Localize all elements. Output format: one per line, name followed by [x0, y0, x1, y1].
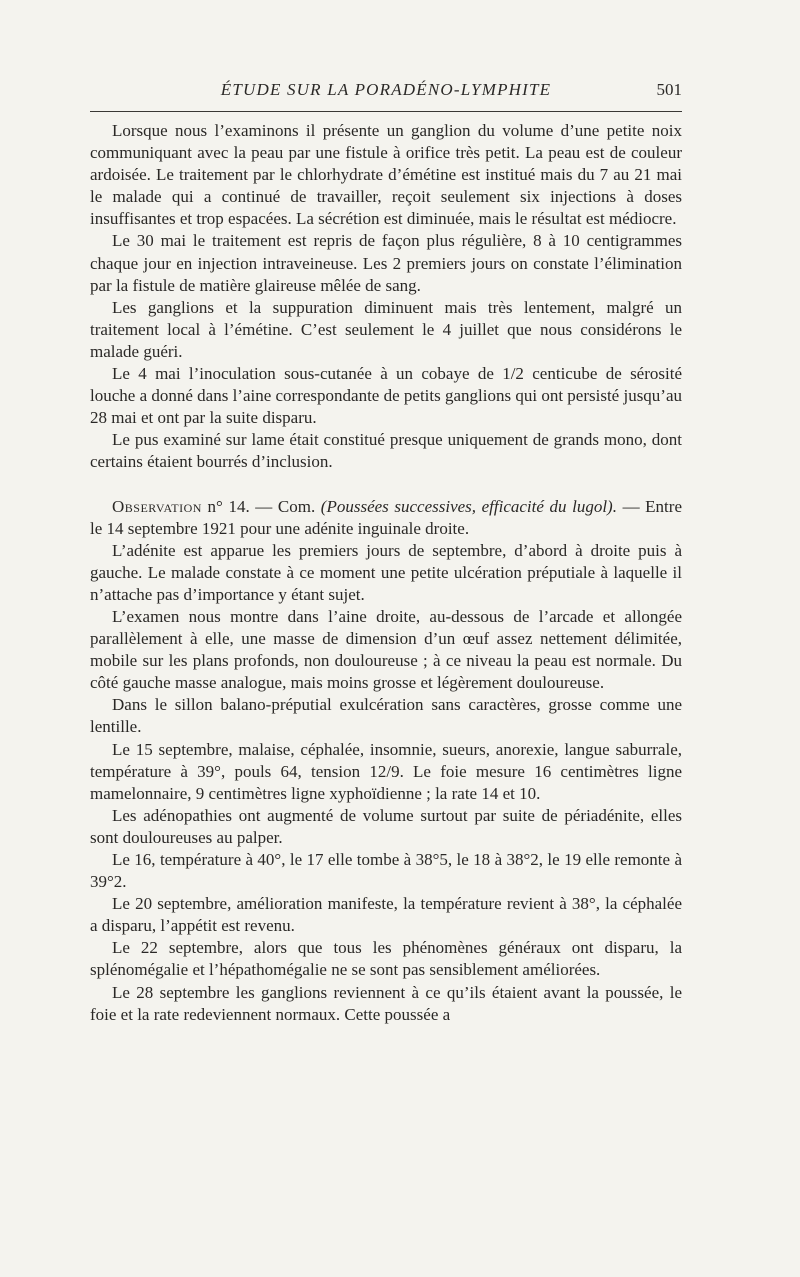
observation-label: Observation [112, 496, 202, 516]
paragraph: L’examen nous montre dans l’aine droite, au-dessous de l’arcade et allongée parallèlement à elle, une masse de dimension d’un œuf assez nettement délimitée, mobile sur les plans profonds, non douloureuse ; à ce niveau la peau est normale. Du côté gauche masse analogue, mais moins grosse et légèrement douloureuse. [90, 606, 682, 693]
paragraph: L’adénite est apparue les premiers jours de septembre, d’abord à droite puis à gauche. Le malade constate à ce moment une petite ulcération préputiale à laquelle il n’attache pas d’importance y étant sujet. [90, 540, 682, 604]
running-title: ÉTUDE SUR LA PORADÉNO-LYMPHITE [220, 80, 552, 99]
header-rule [90, 111, 682, 112]
observation-intro: — Entre le 14 septembre 1921 pour une adénite inguinale droite. [90, 496, 682, 538]
paragraph: Le 22 septembre, alors que tous les phénomènes généraux ont disparu, la splénomégalie et l’hépathomégalie ne se sont pas sensiblement améliorées. [90, 938, 682, 980]
paragraph: Le 28 septembre les ganglions reviennent à ce qu’ils étaient avant la poussée, le foie et la rate redeviennent normaux. Cette poussée a [90, 982, 682, 1024]
observation-patient: — Com. [255, 496, 316, 516]
paragraph: Le 30 mai le traitement est repris de façon plus régulière, 8 à 10 centigrammes chaque jour en injection intraveineuse. Les 2 premiers jours on constate l’élimination par la fistule de matière glaireuse mêlée de sang. [90, 231, 682, 295]
observation-heading-paragraph [90, 496, 682, 540]
paragraph: Le 4 mai l’inoculation sous-cutanée à un cobaye de 1/2 centicube de sérosité louche a donné dans l’aine correspondante de petits ganglions qui ont persisté jusqu’au 28 mai et ont par la suite disparu. [90, 364, 683, 428]
paragraph: Dans le sillon balano-préputial exulcération sans caractères, grosse comme une lentille. [90, 695, 682, 737]
paragraph: Lorsque nous l’examinons il présente un ganglion du volume d’une petite noix communiquant avec la peau par une fistule à orifice très petit. La peau est de couleur ardoisée. Le traitement par le chlorhydrate d’émétine est institué mais du 7 au 21 mai le malade qui a continué de travailler, reçoit seulement six injections à doses insuffisantes et trop espacées. La sécrétion est diminuée, mais le résultat est médiocre. [90, 121, 682, 229]
paragraph: Le 20 septembre, amélioration manifeste, la température revient à 38°, la céphalée a disparu, l’appétit est revenu. [90, 894, 682, 936]
paragraph: Le 16, température à 40°, le 17 elle tombe à 38°5, le 18 à 38°2, le 19 elle remonte à 39°2. [90, 850, 682, 892]
paragraph: Le pus examiné sur lame était constitué presque uniquement de grands mono, dont certains étaient bourrés d’inclusion. [90, 430, 682, 472]
page-number: 501 [656, 80, 682, 99]
observation-number: n° 14. [207, 496, 250, 516]
paragraph: Les ganglions et la suppuration diminuent mais très lentement, malgré un traitement local à l’émétine. C’est seulement le 4 juillet que nous considérons le malade guéri. [90, 297, 682, 361]
page-header [90, 80, 682, 106]
observation-title: (Poussées successives, efficacité du lugol). [320, 496, 617, 516]
body-text [90, 120, 682, 1026]
paragraph: Les adénopathies ont augmenté de volume surtout par suite de périadénite, elles sont douloureuses au palper. [90, 805, 682, 847]
paragraph: Le 15 septembre, malaise, céphalée, insomnie, sueurs, anorexie, langue saburrale, température à 39°, pouls 64, tension 12/9. Le foie mesure 16 centimètres ligne mamelonnaire, 9 centimètres ligne xyphoïdienne ; la rate 14 et 10. [90, 739, 682, 803]
